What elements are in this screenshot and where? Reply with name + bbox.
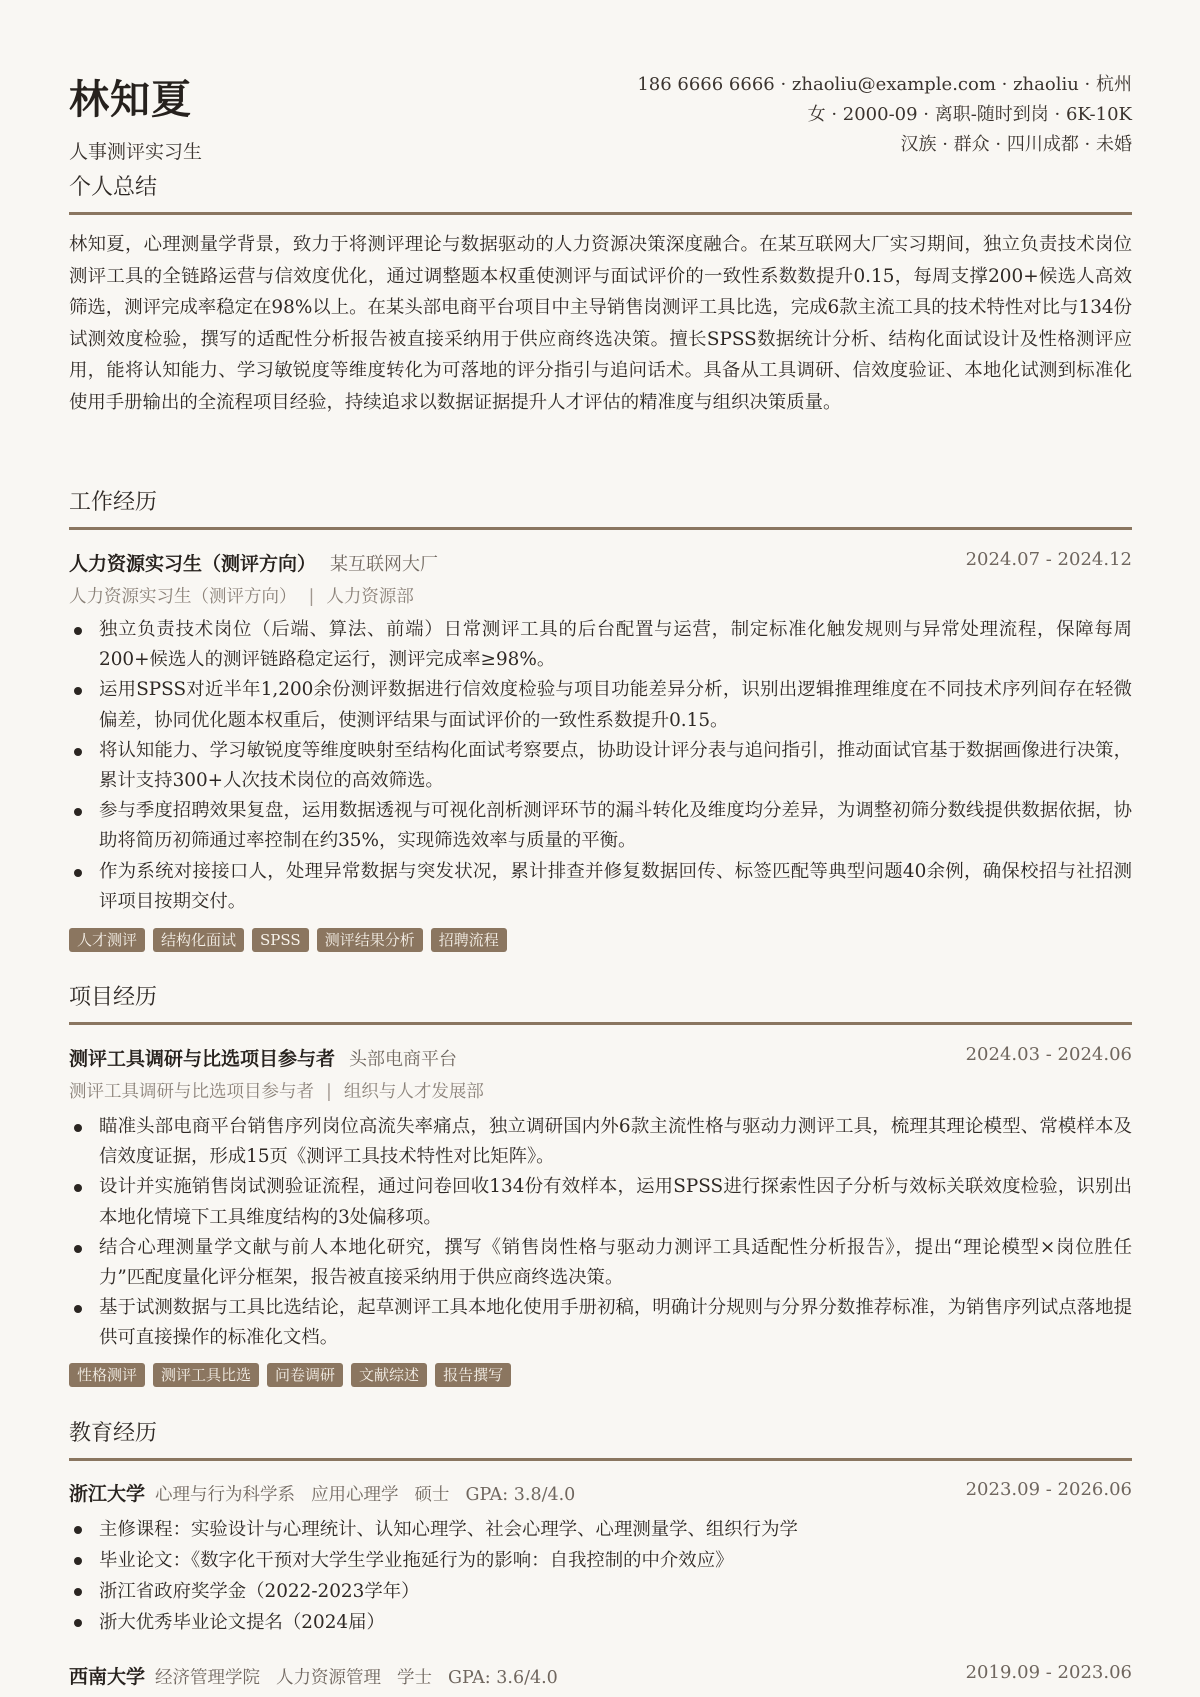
education-entry-bullets	[69, 1514, 1132, 1638]
list-item: 浙江省政府奖学金（2022-2023学年）	[69, 1576, 1132, 1607]
work-entry-tags	[69, 928, 507, 952]
skill-tag: 结构化面试	[153, 928, 244, 952]
education-degree: 学士	[397, 1668, 433, 1688]
candidate-name: 林知夏	[69, 76, 192, 123]
project-entry-sub-separator: |	[326, 1082, 332, 1102]
skill-tag: 测评结果分析	[317, 928, 423, 952]
list-item: 将认知能力、学习敏锐度等维度映射至结构化面试考察要点，协助设计评分表与追问指引，推动面试官基于数据画像进行决策，累计支持300+人次技术岗位的高效筛选。	[69, 736, 1132, 796]
work-entry-title: 人力资源实习生（测评方向）	[69, 553, 317, 575]
list-item: 主修课程：实验设计与心理统计、认知心理学、社会心理学、心理测量学、组织行为学	[69, 1514, 1132, 1545]
work-entry-org: 某互联网大厂	[330, 554, 439, 575]
education-major: 人力资源管理	[276, 1668, 382, 1688]
education-section-title: 教育经历	[69, 1419, 1132, 1461]
work-entry-sub-role: 人力资源实习生（测评方向）	[69, 587, 297, 607]
education-degree: 硕士	[414, 1485, 450, 1505]
education-entry-header	[69, 1662, 1132, 1692]
work-entry-subtitle	[69, 583, 414, 608]
work-entry-sub-separator: |	[308, 587, 315, 607]
list-item: 运用SPSS对近半年1,200余份测评数据进行信效度检验与项目功能差异分析，识别出逻辑推理维度在不同技术序列间存在轻微偏差，协同优化题本权重后，使测评结果与面试评价的一致性系数提升0.15。	[69, 675, 1132, 735]
education-college: 经济管理学院	[155, 1668, 261, 1688]
resume-page	[69, 0, 1132, 1688]
project-entry-org: 头部电商平台	[349, 1049, 458, 1070]
list-item: 参与季度招聘效果复盘，运用数据透视与可视化剖析测评环节的漏斗转化及维度均分差异，为调整初筛分数线提供数据依据，协助将简历初筛通过率控制在约35%，实现筛选效率与质量的平衡。	[69, 796, 1132, 856]
list-item: 结合心理测量学文献与前人本地化研究，撰写《销售岗性格与驱动力测评工具适配性分析报告》，提出“理论模型×岗位胜任力”匹配度量化评分框架，报告被直接采纳用于供应商终选决策。	[69, 1233, 1132, 1293]
project-entry-subtitle	[69, 1078, 484, 1103]
skill-tag: 性格测评	[69, 1363, 145, 1387]
education-meta	[155, 1668, 574, 1688]
work-section-title: 工作经历	[69, 488, 1132, 530]
list-item: 瞄准头部电商平台销售序列岗位高流失率痛点，独立调研国内外6款主流性格与驱动力测评工具，梳理其理论模型、常模样本及信效度证据，形成15页《测评工具技术特性对比矩阵》。	[69, 1112, 1132, 1172]
project-entry-tags	[69, 1363, 511, 1387]
work-section-header	[69, 488, 1132, 530]
skill-tag: 测评工具比选	[153, 1363, 259, 1387]
education-date: 2019.09 - 2023.06	[965, 1662, 1132, 1683]
education-section-header	[69, 1419, 1132, 1461]
skill-tag: 招聘流程	[431, 928, 507, 952]
summary-text: 林知夏，心理测量学背景，致力于将测评理论与数据驱动的人力资源决策深度融合。在某互联网大厂实习期间，独立负责技术岗位测评工具的全链路运营与信效度优化，通过调整题本权重使测评与面试评价的一致性系数数提升0.15，每周支撑200+候选人高效筛选，测评完成率稳定在98%以上。在某头部电商平台项目中主导销售岗测评工具比选，完成6款主流工具的技术特性对比与134份试测效度检验，撰写的适配性分析报告被直接采纳用于供应商终选决策。擅长SPSS数据统计分析、结构化面试设计及性格测评应用，能将认知能力、学习敏锐度等维度转化为可落地的评分指引与追问话术。具备从工具调研、信效度验证、本地化试测到标准化使用手册输出的全流程项目经验，持续追求以数据证据提升人才评估的精准度与组织决策质量。	[69, 234, 1132, 413]
education-gpa: GPA: 3.6/4.0	[448, 1668, 558, 1688]
work-entry-bullets	[69, 615, 1132, 917]
education-gpa: GPA: 3.8/4.0	[465, 1485, 576, 1505]
skill-tag: 问卷调研	[267, 1363, 343, 1387]
project-entry-header	[69, 1044, 1132, 1074]
project-section-header	[69, 983, 1132, 1025]
skill-tag: 报告撰写	[435, 1363, 511, 1387]
contact-line-3: 汉族 · 群众 · 四川成都 · 未婚	[900, 134, 1132, 155]
skill-tag: 人才测评	[69, 928, 145, 952]
summary-section-title: 个人总结	[69, 173, 1132, 215]
list-item: 作为系统对接接口人，处理异常数据与突发状况，累计排查并修复数据回传、标签匹配等典型问题40余例，确保校招与社招测评项目按期交付。	[69, 857, 1132, 917]
work-entry-header	[69, 549, 1132, 579]
project-entry-bullets	[69, 1112, 1132, 1354]
education-school: 西南大学	[69, 1666, 146, 1688]
project-entry-date: 2024.03 - 2024.06	[965, 1044, 1132, 1065]
contact-line-2: 女 · 2000-09 · 离职-随时到岗 · 6K-10K	[807, 104, 1132, 125]
project-section-title: 项目经历	[69, 983, 1132, 1025]
candidate-role: 人事测评实习生	[69, 141, 203, 163]
education-date: 2023.09 - 2026.06	[965, 1479, 1132, 1500]
contact-info	[637, 70, 1132, 160]
education-meta	[155, 1485, 591, 1505]
project-entry-sub-dept: 组织与人才发展部	[343, 1082, 484, 1102]
contact-line-1: 186 6666 6666 · zhaoliu@example.com · zhaoliu · 杭州	[637, 74, 1132, 95]
education-major: 应用心理学	[311, 1485, 399, 1505]
list-item: 基于试测数据与工具比选结论，起草测评工具本地化使用手册初稿，明确计分规则与分界分数推荐标准，为销售序列试点落地提供可直接操作的标准化文档。	[69, 1293, 1132, 1353]
education-college: 心理与行为科学系	[155, 1485, 296, 1505]
list-item: 设计并实施销售岗试测验证流程，通过问卷回收134份有效样本，运用SPSS进行探索性因子分析与效标关联效度检验，识别出本地化情境下工具维度结构的3处偏移项。	[69, 1172, 1132, 1232]
list-item: 独立负责技术岗位（后端、算法、前端）日常测评工具的后台配置与运营，制定标准化触发规则与异常处理流程，保障每周200+候选人的测评链路稳定运行，测评完成率≥98%。	[69, 615, 1132, 675]
project-entry-sub-role: 测评工具调研与比选项目参与者	[69, 1082, 314, 1102]
work-entry-sub-dept: 人力资源部	[326, 587, 414, 607]
resume-header	[69, 0, 1132, 182]
work-entry-date: 2024.07 - 2024.12	[965, 549, 1132, 570]
list-item: 浙大优秀毕业论文提名（2024届）	[69, 1607, 1132, 1638]
skill-tag: SPSS	[252, 928, 309, 952]
education-entry-header	[69, 1479, 1132, 1509]
education-school: 浙江大学	[69, 1483, 146, 1505]
project-entry-title: 测评工具调研与比选项目参与者	[69, 1048, 336, 1070]
list-item: 毕业论文：《数字化干预对大学生学业拖延行为的影响：自我控制的中介效应》	[69, 1545, 1132, 1576]
summary-section-header	[69, 173, 1132, 215]
skill-tag: 文献综述	[351, 1363, 427, 1387]
